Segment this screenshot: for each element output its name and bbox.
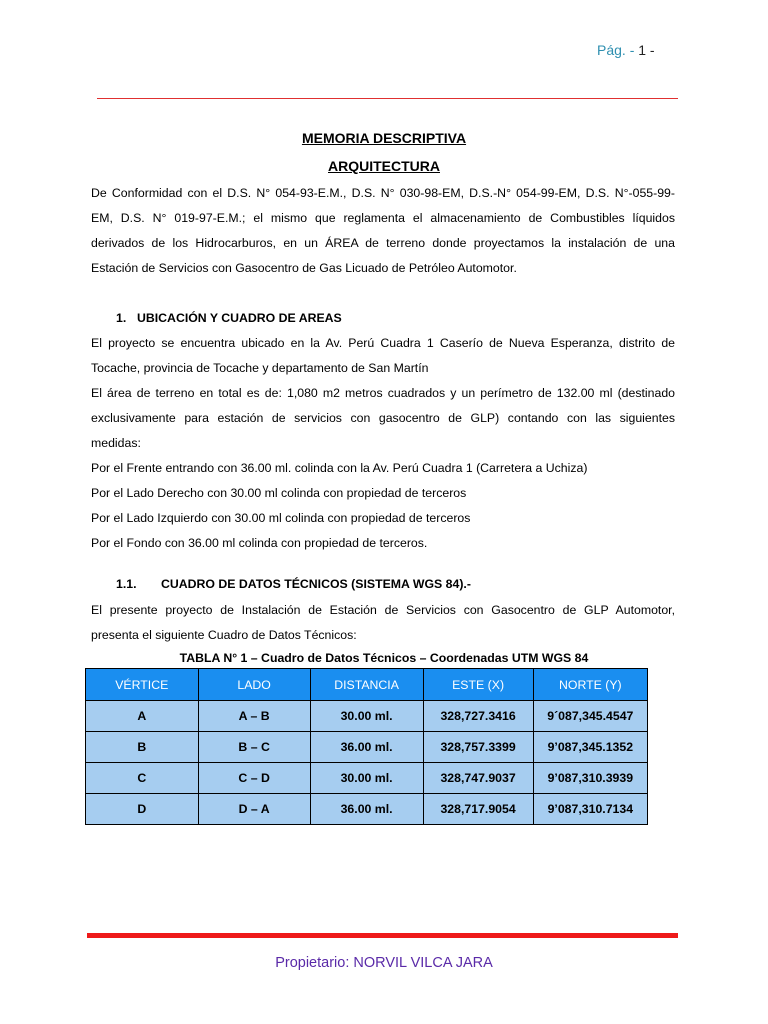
table-caption: TABLA N° 1 – Cuadro de Datos Técnicos – Coordenadas UTM WGS 84 — [179, 651, 589, 665]
table-cell: B – C — [198, 732, 310, 763]
table-cell: 9’087,310.3939 — [533, 763, 647, 794]
table-cell: 36.00 ml. — [310, 732, 423, 763]
table-cell: C – D — [198, 763, 310, 794]
table-row — [86, 732, 648, 763]
body-line: medidas: — [91, 436, 141, 450]
body-line: Tocache, provincia de Tocache y departamento de San Martín — [91, 361, 429, 375]
section-1-1-number: 1.1. — [116, 577, 137, 591]
table-cell: A – B — [198, 701, 310, 732]
body-line: Por el Fondo con 36.00 ml colinda con propiedad de terceros. — [91, 536, 428, 550]
table-cell: 30.00 ml. — [310, 763, 423, 794]
table-cell: 328,757.3399 — [423, 732, 533, 763]
table-cell: A — [86, 701, 199, 732]
footer-rule — [87, 933, 678, 938]
intro-line: De Conformidad con el D.S. N° 054-93-E.M., D.S. N° 030-98-EM, D.S.-N° 054-99-EM, D.S. N°-055-99- — [91, 186, 675, 200]
table-cell: 328,717.9054 — [423, 794, 533, 825]
section-1-number: 1. — [116, 311, 127, 325]
table-cell: 30.00 ml. — [310, 701, 423, 732]
document-title: MEMORIA DESCRIPTIVA — [301, 130, 467, 146]
table-cell: 328,747.9037 — [423, 763, 533, 794]
section-1-1-body — [91, 598, 675, 648]
table-cell: 328,727.3416 — [423, 701, 533, 732]
body-line: El presente proyecto de Instalación de Estación de Servicios con Gasocentro de GLP Automotor, — [91, 603, 675, 617]
column-header: DISTANCIA — [310, 669, 423, 701]
page-number — [597, 42, 655, 58]
owner-footer: Propietario: NORVIL VILCA JARA — [275, 955, 493, 971]
section-1-1-heading: CUADRO DE DATOS TÉCNICOS (SISTEMA WGS 84).- — [161, 577, 471, 591]
page-label: Pág. - — [597, 42, 635, 58]
body-line: Por el Lado Derecho con 30.00 ml colinda con propiedad de terceros — [91, 486, 467, 500]
intro-line: Estación de Servicios con Gasocentro de Gas Licuado de Petróleo Automotor. — [91, 261, 517, 275]
technical-data-table — [85, 668, 648, 825]
table-row — [86, 794, 648, 825]
column-header: LADO — [198, 669, 310, 701]
column-header: NORTE (Y) — [533, 669, 647, 701]
column-header: VÉRTICE — [86, 669, 199, 701]
body-line: El área de terreno en total es de: 1,080 m2 metros cuadrados y un perímetro de 132.00 ml (destinado — [91, 386, 675, 400]
body-line: Por el Frente entrando con 36.00 ml. colinda con la Av. Perú Cuadra 1 (Carretera a Uchiza) — [91, 461, 588, 475]
table-cell: B — [86, 732, 199, 763]
table-cell: 9’087,310.7134 — [533, 794, 647, 825]
column-header: ESTE (X) — [423, 669, 533, 701]
document-subtitle: ARQUITECTURA — [328, 158, 440, 174]
body-line: El proyecto se encuentra ubicado en la Av. Perú Cuadra 1 Caserío de Nueva Esperanza, distrito de — [91, 336, 675, 350]
intro-paragraph — [91, 181, 675, 281]
body-line: exclusivamente para estación de servicios con gasocentro de GLP) contando con las siguientes — [91, 411, 675, 425]
table-cell: D — [86, 794, 199, 825]
intro-line: EM, D.S. N° 019-97-E.M.; el mismo que reglamenta el almacenamiento de Combustibles líquidos — [91, 211, 675, 225]
table-row — [86, 701, 648, 732]
table-row — [86, 763, 648, 794]
table-cell: D – A — [198, 794, 310, 825]
section-1-heading: UBICACIÓN Y CUADRO DE AREAS — [137, 311, 342, 325]
table-cell: 9´087,345.4547 — [533, 701, 647, 732]
table-header-row — [86, 669, 648, 701]
section-1-body — [91, 331, 675, 556]
body-line: Por el Lado Izquierdo con 30.00 ml colinda con propiedad de terceros — [91, 511, 471, 525]
intro-line: derivados de los Hidrocarburos, en un ÁREA de terreno donde proyectamos la instalación de una — [91, 236, 675, 250]
table-cell: 36.00 ml. — [310, 794, 423, 825]
page-number-value: 1 - — [638, 42, 655, 58]
body-line: presenta el siguiente Cuadro de Datos Técnicos: — [91, 628, 357, 642]
table-cell: 9’087,345.1352 — [533, 732, 647, 763]
table-cell: C — [86, 763, 199, 794]
header-rule — [97, 98, 678, 99]
